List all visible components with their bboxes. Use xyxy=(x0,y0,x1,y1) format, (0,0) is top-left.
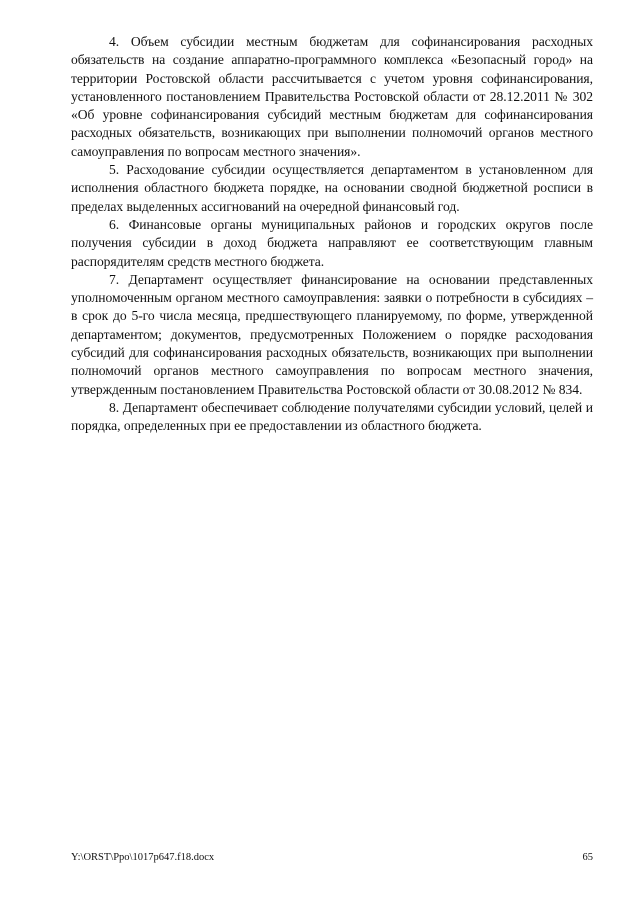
paragraph-6: 6. Финансовые органы муниципальных районов и городских округов после получения субсидии в доход бюджета направляют ее соответствующим главным распорядителям средств местного бюджета. xyxy=(71,216,593,269)
paragraph-7: 7. Департамент осуществляет финансирование на основании представленных уполномоченным органом местного самоуправления: заявки о потребности в субсидиях – в срок до 5-го числа месяца, предшествующего планируемому, по форме, утвержденной департаментом; документов, предусмотренных Положением о порядке расходования субсидий для софинансирования расходных обязательств, возникающих при выполнении полномочий органов местного самоуправления по вопросам местного значения, утвержденным постановлением Правительства Ростовской области от 30.08.2012 № 834. xyxy=(71,271,593,397)
paragraph-5: 5. Расходование субсидии осуществляется департаментом в установленном для исполнения областного бюджета порядке, на основании сводной бюджетной росписи в пределах выделенных ассигнований на очередной финансовый год. xyxy=(71,162,593,214)
footer-file-path: Y:\ORST\Ppo\1017p647.f18.docx xyxy=(71,852,215,863)
document-body xyxy=(71,33,593,436)
paragraph-4: 4. Объем субсидии местным бюджетам для софинансирования расходных обязательств на создание аппаратно-программного комплекса «Безопасный город» на территории Ростовской области рассчитывается с учетом уровня софинансирования, установленного постановлением Правительства Ростовской области от 28.12.2011 № 302 «Об уровне софинансирования субсидий местным бюджетам для софинансирования расходных обязательств, возникающих при выполнении полномочий органов местного самоуправления по вопросам местного значения». xyxy=(71,34,593,159)
paragraph-8: 8. Департамент обеспечивает соблюдение получателями субсидии условий, целей и порядка, определенных при ее предоставлении из областного бюджета. xyxy=(71,399,593,434)
footer-page-number: 65 xyxy=(582,852,593,863)
